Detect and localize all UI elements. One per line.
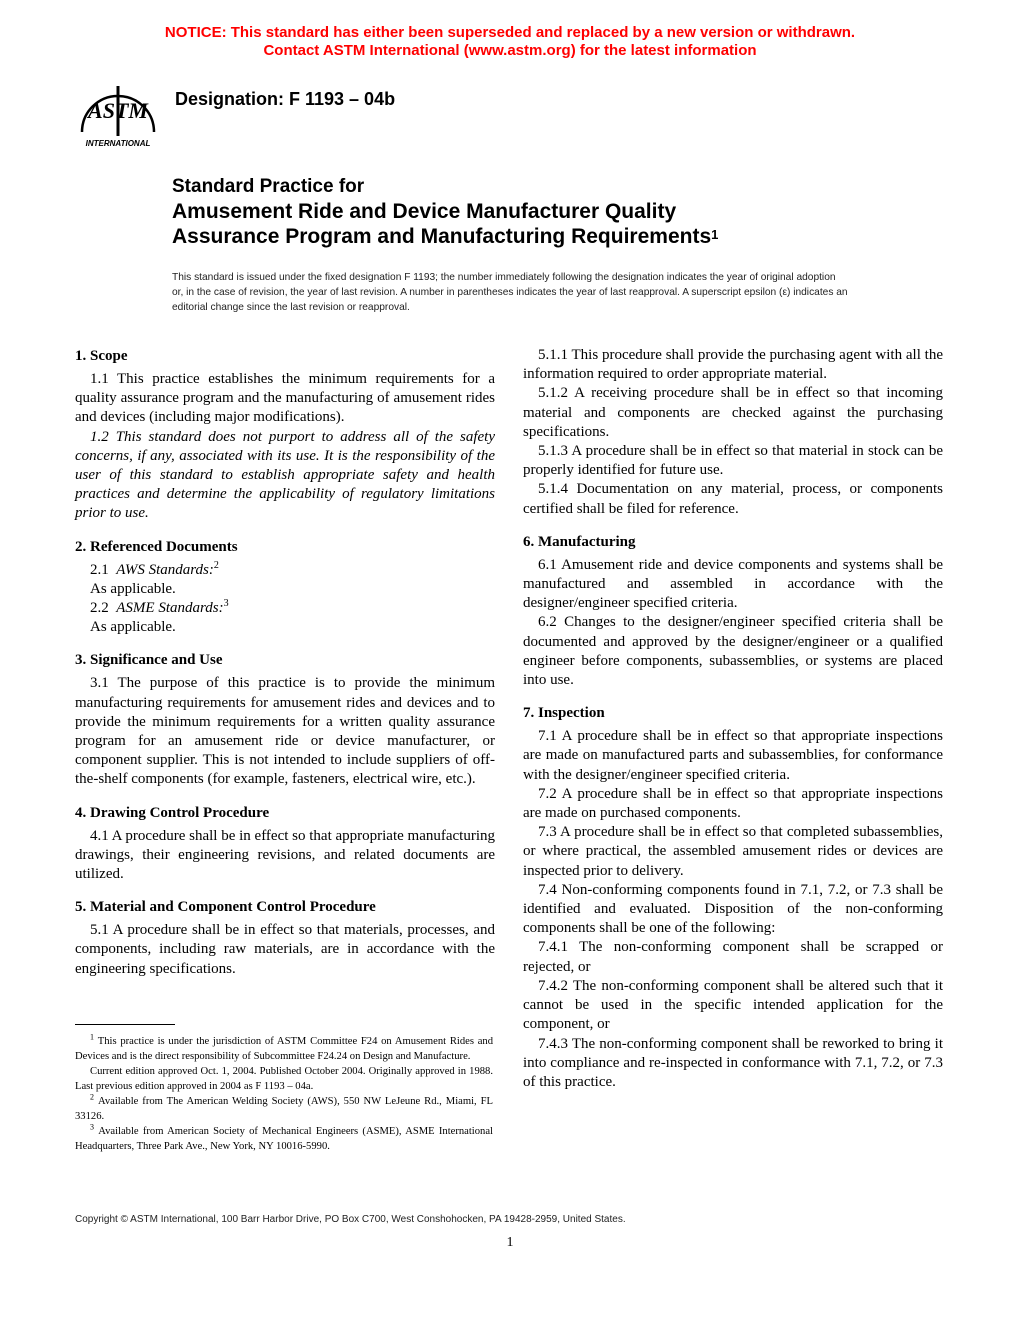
- page-number: 1: [506, 1235, 514, 1250]
- footnote-ref-3: 3: [223, 598, 229, 610]
- paragraph-7-2: 7.2 A procedure shall be in effect so that appropriate inspections are made on purchased components.: [523, 785, 943, 822]
- paragraph-7-4-2: 7.4.2 The non-conforming component shall be altered such that it cannot be used in the specific intended application for the component, or: [523, 977, 943, 1033]
- footnote-1-edition: Current edition approved Oct. 1, 2004. Published October 2004. Originally approved in 1988. Last previous edition approved in 2004 as F 1193 – 04a.: [75, 1066, 493, 1092]
- left-column: [75, 346, 495, 979]
- astm-logo: [76, 76, 160, 148]
- paragraph-7-1: 7.1 A procedure shall be in effect so that appropriate inspections are made on manufactured parts and subassemblies, for conformance with the designer/engineer specified criteria.: [523, 728, 943, 783]
- section-1-heading: 1. Scope: [75, 348, 128, 364]
- paragraph-4-1: 4.1 A procedure shall be in effect so that appropriate manufacturing drawings, their engineering revisions, and related documents are utilized.: [75, 827, 495, 883]
- paragraph-2-1-text: As applicable.: [90, 580, 176, 597]
- paragraph-2-2: [75, 599, 495, 618]
- title-line-3-text: Assurance Program and Manufacturing Requirements: [172, 225, 712, 248]
- section-3-heading: 3. Significance and Use: [75, 652, 223, 669]
- paragraph-5-1-2: 5.1.2 A receiving procedure shall be in effect so that incoming material and components are checked against the purchasing specifications.: [523, 385, 943, 440]
- footnote-divider: [75, 1024, 175, 1025]
- notice-line-1: NOTICE: This standard has either been superseded and replaced by a new version or withdrawn.: [164, 24, 856, 41]
- footnote-3: [75, 1124, 493, 1154]
- supersession-notice: [0, 24, 1020, 60]
- footnotes: [75, 1034, 493, 1154]
- designation: Designation: F 1193 – 04b: [175, 89, 396, 109]
- section-7-heading: 7. Inspection: [523, 705, 605, 722]
- title-line-2: Amusement Ride and Device Manufacturer Quality: [172, 200, 677, 223]
- paragraph-5-1-1: 5.1.1 This procedure shall provide the purchasing agent with all the information required to order appropriate material.: [523, 347, 943, 383]
- logo-caption: INTERNATIONAL: [85, 139, 151, 148]
- title-line-3: [172, 224, 718, 249]
- paragraph-7-3: 7.3 A procedure shall be in effect so that completed subassemblies, or where practical, the assembled amusement rides or devices are inspected prior to delivery.: [523, 824, 943, 879]
- paragraph-5-1-4: 5.1.4 Documentation on any material, process, or components certified shall be filed for reference.: [523, 481, 943, 517]
- right-column: [523, 346, 943, 1092]
- section-6-heading: 6. Manufacturing: [523, 533, 636, 550]
- footnote-3-mark: 3: [90, 1122, 94, 1132]
- paragraph-1-2-text: 1.2 This standard does not purport to address all of the safety concerns, if any, associated with its use. It is the responsibility of the user of this standard to establish appropriate safety and health practices and determine the applicability of regulatory limitations prior to use.: [75, 428, 495, 522]
- copyright: Copyright © ASTM International, 100 Barr Harbor Drive, PO Box C700, West Conshohocken, PA 19428-2959, United States.: [75, 1214, 626, 1225]
- title-line-1: Standard Practice for: [172, 176, 365, 197]
- footnote-3-text: Available from American Society of Mechanical Engineers (ASME), ASME International Headquarters, Three Park Ave., New York, NY 10016-5990.: [75, 1126, 493, 1152]
- footnote-1-text: This practice is under the jurisdiction of ASTM Committee F24 on Amusement Rides and Devices and is the direct responsibility of Subcommittee F24.24 on Design and Manufacture.: [75, 1036, 493, 1062]
- paragraph-2-1-number: 2.1: [90, 561, 109, 578]
- paragraph-6-1: 6.1 Amusement ride and device components and systems shall be manufactured and assembled in accordance with the designer/engineer specified criteria.: [523, 556, 943, 612]
- paragraph-2-2-title: ASME Standards:: [116, 600, 224, 617]
- paragraph-2-2-text: As applicable.: [90, 619, 176, 636]
- issued-note: This standard is issued under the fixed designation F 1193; the number immediately following the designation indicates the year of original adoption or, in the case of revision, the year of last revision. A number in parentheses indicates the year of last reapproval. A superscript epsilon (ε) indicates an editorial change since the last revision or reapproval.: [172, 272, 848, 313]
- paragraph-1-1: 1.1 This practice establishes the minimum requirements for a quality assurance program and the manufacturing of amusement rides and devices (including major modifications).: [75, 371, 495, 426]
- footnote-1-mark: 1: [90, 1032, 94, 1042]
- paragraph-6-2: 6.2 Changes to the designer/engineer specified criteria shall be documented and approved by the designer/engineer or a qualified engineer before components, subassemblies, or systems are placed into use.: [523, 614, 943, 689]
- section-2-heading: 2. Referenced Documents: [75, 538, 238, 555]
- notice-line-2: Contact ASTM International (www.astm.org) for the latest information: [263, 42, 757, 59]
- paragraph-1-2: [75, 428, 495, 524]
- logo-letters: ASTM: [88, 98, 148, 123]
- footnote-2: [75, 1094, 493, 1124]
- section-5-heading: 5. Material and Component Control Procedure: [75, 899, 376, 916]
- paragraph-7-4: 7.4 Non-conforming components found in 7.1, 7.2, or 7.3 shall be identified and evaluated. Disposition of the non-conforming components shall be one of the following:: [523, 881, 943, 937]
- footnote-ref-2: 2: [213, 559, 219, 571]
- paragraph-2-1-title: AWS Standards:: [116, 561, 214, 578]
- paragraph-2-2-number: 2.2: [90, 600, 109, 617]
- paragraph-3-1: 3.1 The purpose of this practice is to provide the minimum manufacturing requirements for amusement rides and devices and to provide the minimum requirements for a written quality assurance program for an amusement ride or device manufacturer, or component supplier. This is not intended to include suppliers of off-the-shelf components (for example, fasteners, electrical wire, etc.).: [75, 675, 495, 788]
- paragraph-5-1-3: 5.1.3 A procedure shall be in effect so that material in stock can be properly identified for future use.: [523, 443, 943, 479]
- footnote-2-text: Available from The American Welding Society (AWS), 550 NW LeJeune Rd., Miami, FL 33126.: [75, 1096, 493, 1122]
- title-footnote-mark: 1: [711, 227, 719, 242]
- footnote-2-mark: 2: [90, 1092, 94, 1102]
- paragraph-5-1: 5.1 A procedure shall be in effect so that materials, processes, and components, including raw materials, are in accordance with the engineering specifications.: [75, 922, 495, 977]
- document-title: [172, 174, 718, 249]
- section-4-heading: 4. Drawing Control Procedure: [75, 804, 270, 821]
- paragraph-7-4-1: 7.4.1 The non-conforming component shall be scrapped or rejected, or: [523, 939, 943, 975]
- footnote-1: [75, 1034, 493, 1064]
- paragraph-2-1: [75, 561, 495, 580]
- paragraph-7-4-3: 7.4.3 The non-conforming component shall be reworked to bring it into compliance and re-inspected in conformance with 7.1, 7.2, or 7.3 of this practice.: [523, 1035, 943, 1090]
